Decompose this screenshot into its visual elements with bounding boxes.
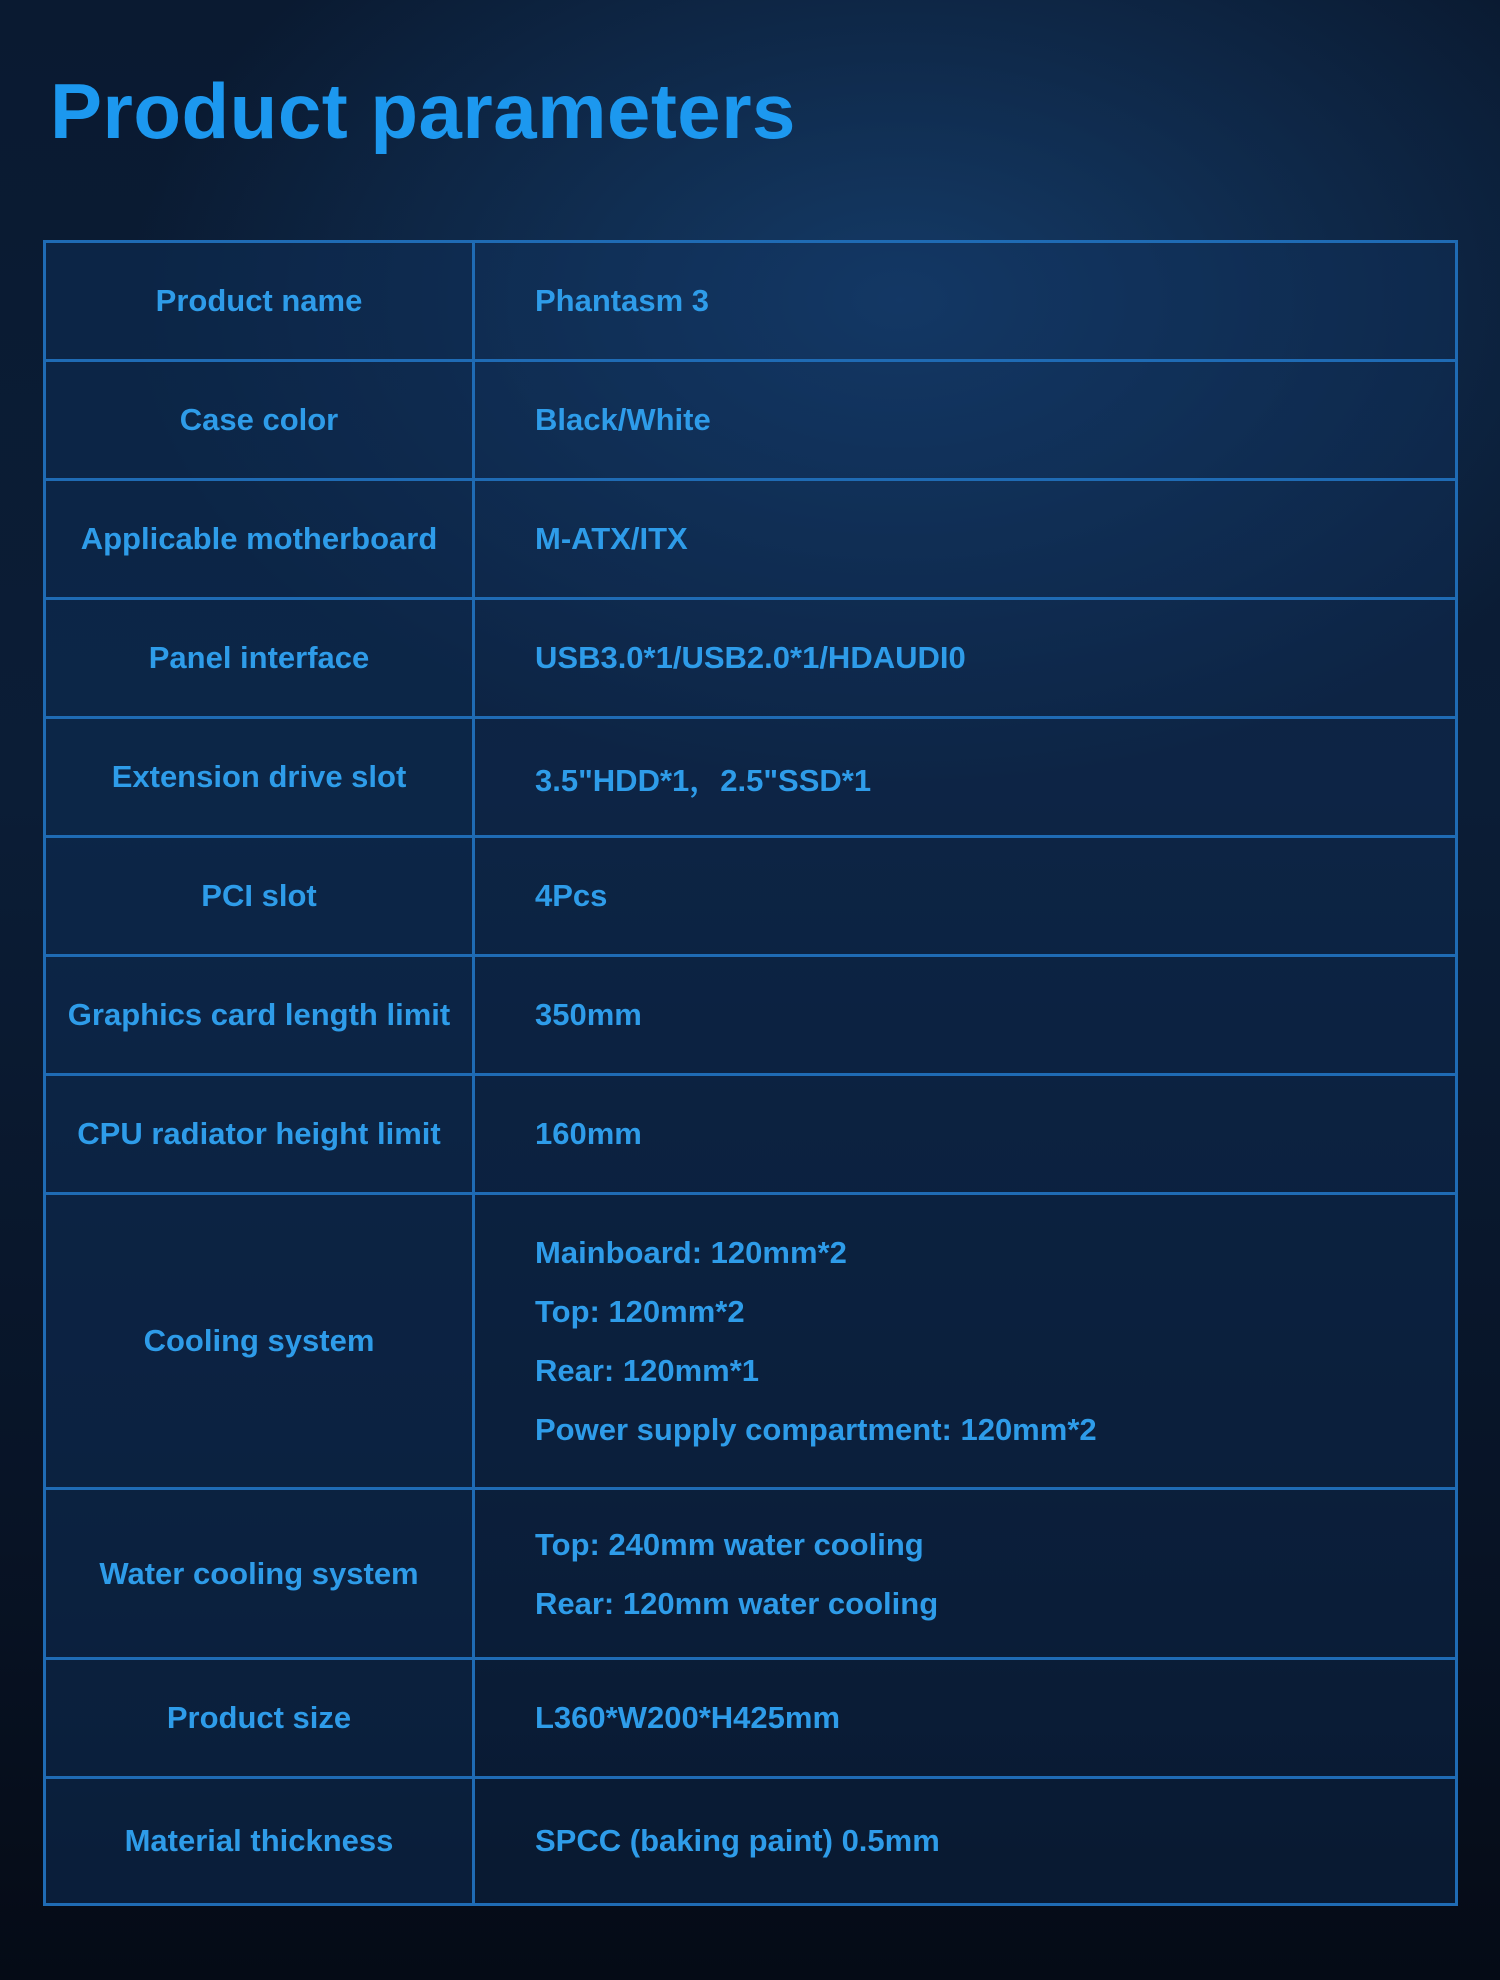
param-value: M-ATX/ITX	[474, 480, 1457, 599]
value-line: Power supply compartment: 120mm*2	[535, 1412, 1097, 1447]
param-value: 160mm	[474, 1075, 1457, 1194]
param-value: Black/White	[474, 361, 1457, 480]
value-line: Rear: 120mm water cooling	[535, 1585, 939, 1621]
value-lines	[535, 1237, 1454, 1445]
param-value: Phantasm 3	[474, 242, 1457, 361]
product-parameters-table	[43, 240, 1458, 1906]
value-line: Top: 120mm*2	[535, 1294, 745, 1329]
param-value: USB3.0*1/USB2.0*1/HDAUDI0	[474, 599, 1457, 718]
param-label: Extension drive slot	[45, 718, 474, 837]
value-line: Top: 240mm water cooling	[535, 1526, 924, 1562]
param-label: Product name	[45, 242, 474, 361]
table-row	[45, 1659, 1457, 1778]
param-value: 4Pcs	[474, 837, 1457, 956]
page-title: Product parameters	[50, 67, 796, 155]
param-label: Water cooling system	[45, 1489, 474, 1659]
param-value	[474, 1194, 1457, 1489]
param-label: Material thickness	[45, 1778, 474, 1905]
table-row	[45, 956, 1457, 1075]
table-row	[45, 837, 1457, 956]
param-value: 3.5"HDD*1，2.5"SSD*1	[474, 718, 1457, 837]
value-line: Rear: 120mm*1	[535, 1353, 760, 1388]
table-row	[45, 242, 1457, 361]
table-row	[45, 1075, 1457, 1194]
param-label: Panel interface	[45, 599, 474, 718]
param-label: Applicable motherboard	[45, 480, 474, 599]
table-row	[45, 599, 1457, 718]
param-label: Graphics card length limit	[45, 956, 474, 1075]
table-row	[45, 480, 1457, 599]
param-value: 350mm	[474, 956, 1457, 1075]
table-row	[45, 361, 1457, 480]
value-line: Mainboard: 120mm*2	[535, 1235, 847, 1270]
param-label: Product size	[45, 1659, 474, 1778]
param-label: PCI slot	[45, 837, 474, 956]
table-row	[45, 1489, 1457, 1659]
table-row	[45, 1194, 1457, 1489]
param-value	[474, 1489, 1457, 1659]
table-row	[45, 718, 1457, 837]
value-lines	[535, 1526, 1454, 1621]
param-label: Case color	[45, 361, 474, 480]
param-value: L360*W200*H425mm	[474, 1659, 1457, 1778]
param-value: SPCC (baking paint) 0.5mm	[474, 1778, 1457, 1905]
param-label: CPU radiator height limit	[45, 1075, 474, 1194]
table-row	[45, 1778, 1457, 1905]
param-label: Cooling system	[45, 1194, 474, 1489]
